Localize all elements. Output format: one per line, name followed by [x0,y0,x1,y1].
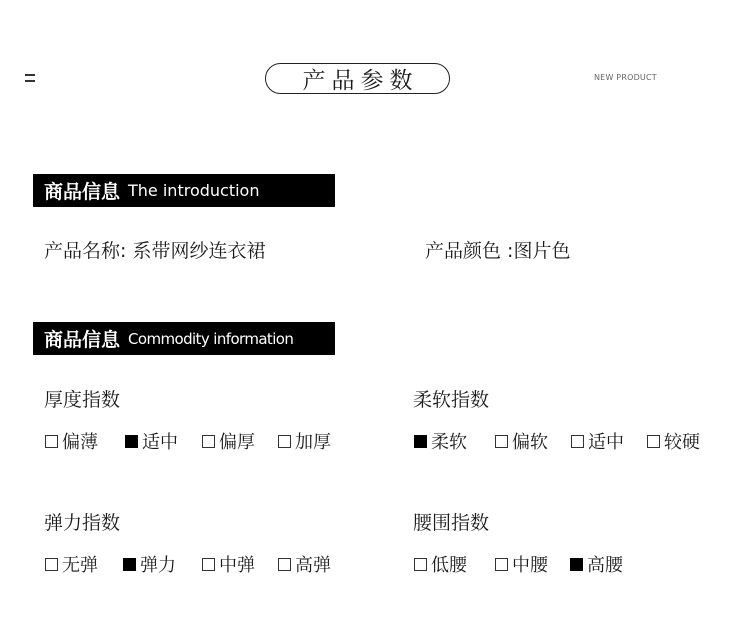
option-label: 高弹 [295,555,331,576]
softness-option[interactable] [571,428,624,454]
option-label: 高腰 [587,555,623,576]
section-title-en: Commodity information [128,329,294,348]
waist-option[interactable] [495,551,548,577]
waist-option[interactable] [414,551,467,577]
option-label: 无弹 [62,555,98,576]
elasticity-option[interactable] [202,551,255,577]
option-label: 中腰 [512,555,548,576]
checkbox-checked-icon [125,435,138,448]
section-header-commodity [33,322,335,355]
checkbox-icon [571,435,584,448]
thickness-option[interactable] [125,428,178,454]
section-title-cn: 商品信息 [44,181,121,203]
option-label: 适中 [142,432,178,453]
product-name: 产品名称: 系带网纱连衣裙 [44,240,266,262]
checkbox-icon [202,558,215,571]
elasticity-title: 弹力指数 [44,512,121,534]
new-product-label: NEW PRODUCT [594,73,657,82]
softness-option[interactable] [414,428,467,454]
elasticity-option[interactable] [45,551,98,577]
checkbox-icon [278,435,291,448]
option-label: 柔软 [431,432,467,453]
menu-icon[interactable] [25,73,35,83]
option-label: 弹力 [140,555,176,576]
elasticity-option[interactable] [278,551,331,577]
option-label: 中弹 [219,555,255,576]
option-label: 适中 [588,432,624,453]
softness-option[interactable] [495,428,548,454]
checkbox-checked-icon [570,558,583,571]
option-label: 偏厚 [219,432,255,453]
softness-title: 柔软指数 [413,389,490,411]
option-label: 低腰 [431,555,467,576]
option-label: 偏薄 [62,432,98,453]
checkbox-icon [202,435,215,448]
checkbox-icon [647,435,660,448]
checkbox-icon [45,558,58,571]
checkbox-icon [45,435,58,448]
option-label: 偏软 [512,432,548,453]
section-title-cn: 商品信息 [44,329,121,351]
thickness-option[interactable] [202,428,255,454]
checkbox-icon [414,558,427,571]
thickness-option[interactable] [278,428,331,454]
checkbox-checked-icon [414,435,427,448]
section-title-en: The introduction [128,181,260,200]
page-title: 产品参数 [265,63,450,94]
section-header-introduction [33,174,335,207]
waist-title: 腰围指数 [413,512,490,534]
waist-option[interactable] [570,551,623,577]
checkbox-icon [495,558,508,571]
softness-option[interactable] [647,428,700,454]
option-label: 加厚 [295,432,331,453]
checkbox-icon [278,558,291,571]
checkbox-checked-icon [123,558,136,571]
elasticity-option[interactable] [123,551,176,577]
checkbox-icon [495,435,508,448]
thickness-title: 厚度指数 [44,389,121,411]
product-color: 产品颜色 :图片色 [425,240,571,262]
thickness-option[interactable] [45,428,98,454]
option-label: 较硬 [664,432,700,453]
